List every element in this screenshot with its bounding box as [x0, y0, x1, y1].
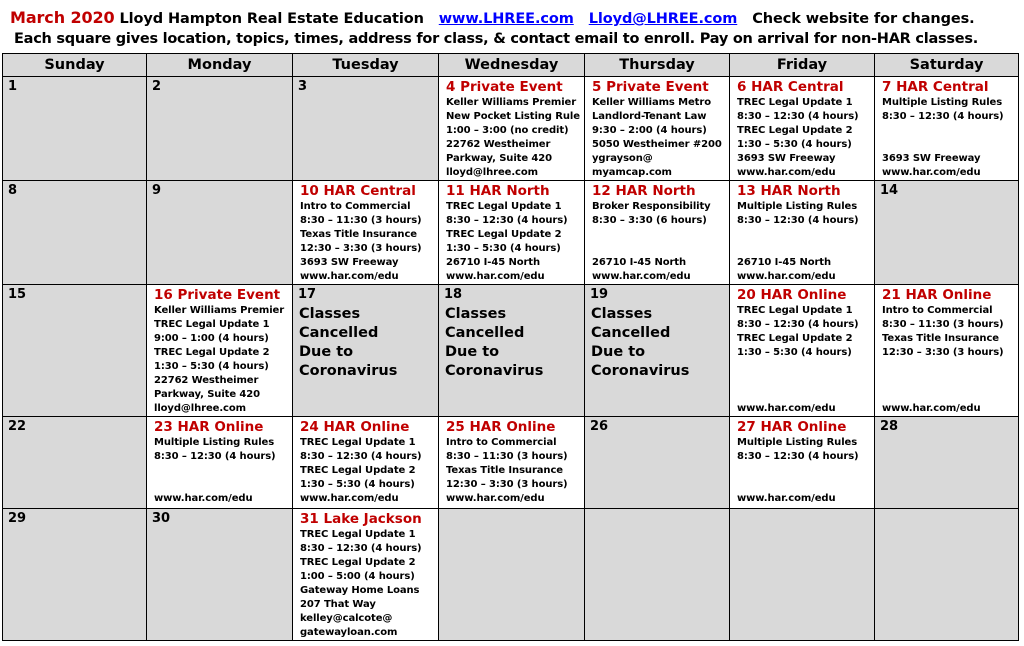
event-detail-line: TREC Legal Update 2	[737, 333, 853, 344]
event-detail-line	[882, 360, 1016, 374]
event-details	[585, 96, 729, 180]
event-detail-line: TREC Legal Update 1	[737, 97, 853, 108]
event-detail-line: 8:30 – 3:30 (6 hours)	[592, 215, 707, 226]
event-details	[293, 528, 438, 640]
event-detail-line: 8:30 – 12:30 (4 hours)	[446, 215, 568, 226]
event-detail-line: gatewayloan.com	[300, 627, 398, 638]
event-detail-line: Multiple Listing Rules	[882, 97, 1003, 108]
event-detail-line	[882, 124, 1016, 138]
cancellation-line: Coronavirus	[445, 363, 544, 379]
event-title: 5 Private Event	[592, 79, 709, 95]
day-cell	[875, 417, 1019, 509]
event-detail-line: Texas Title Insurance	[300, 229, 417, 240]
event-detail-line: Keller Williams Metro	[592, 97, 711, 108]
event-detail-line: Intro to Commercial	[300, 201, 411, 212]
event-details	[730, 96, 874, 180]
event-detail-line: Intro to Commercial	[446, 437, 557, 448]
event-title: 25 HAR Online	[446, 419, 556, 435]
event-detail-line: www.har.com/edu	[154, 493, 253, 504]
event-detail-line: www.har.com/edu	[882, 403, 981, 414]
event-detail-line: 12:30 – 3:30 (3 hours)	[882, 347, 1004, 358]
event-detail-line: TREC Legal Update 1	[300, 437, 416, 448]
event-title: 6 HAR Central	[737, 79, 844, 95]
event-detail-line: www.har.com/edu	[737, 167, 836, 178]
event-detail-line: www.har.com/edu	[300, 493, 399, 504]
event-detail-line: 207 That Way	[300, 599, 376, 610]
event-detail-line: Multiple Listing Rules	[154, 437, 275, 448]
day-cell	[3, 509, 147, 641]
event-detail-line: lloyd@lhree.com	[446, 167, 538, 178]
event-day-cell	[875, 77, 1019, 181]
event-details	[439, 96, 584, 180]
event-detail-line	[737, 360, 872, 374]
event-detail-line: www.har.com/edu	[446, 493, 545, 504]
event-day-cell	[439, 77, 585, 181]
week-row	[3, 77, 1019, 181]
empty-cell	[730, 509, 875, 641]
cancellation-notice	[293, 303, 438, 381]
event-detail-line: 22762 Westheimer	[446, 139, 551, 150]
empty-cell	[439, 509, 585, 641]
day-number: 3	[298, 79, 308, 94]
event-details	[147, 304, 292, 416]
event-detail-line: www.har.com/edu	[737, 403, 836, 414]
weekday-header: Wednesday	[439, 54, 585, 77]
day-cell	[3, 181, 147, 285]
event-detail-line: TREC Legal Update 1	[737, 305, 853, 316]
event-detail-line: 1:00 – 5:00 (4 hours)	[300, 571, 415, 582]
event-day-cell	[439, 181, 585, 285]
event-day-cell	[730, 417, 875, 509]
event-details	[875, 304, 1018, 416]
empty-cell	[585, 509, 730, 641]
weekday-header: Sunday	[3, 54, 147, 77]
event-detail-line: 9:00 – 1:00 (4 hours)	[154, 333, 269, 344]
event-details	[293, 200, 438, 284]
calendar-header	[0, 0, 1024, 52]
cancellation-line: Due to	[299, 344, 354, 360]
calendar-body	[3, 77, 1019, 641]
event-detail-line: 12:30 – 3:30 (3 hours)	[300, 243, 422, 254]
event-day-cell	[439, 417, 585, 509]
event-details	[439, 436, 584, 506]
event-detail-line: 12:30 – 3:30 (3 hours)	[446, 479, 568, 490]
cancellation-line: Classes	[445, 306, 507, 322]
day-cell	[147, 77, 293, 181]
empty-cell	[875, 509, 1019, 641]
day-cell	[875, 181, 1019, 285]
event-detail-line: www.har.com/edu	[592, 271, 691, 282]
week-row	[3, 509, 1019, 641]
event-detail-line	[154, 478, 290, 492]
day-number: 9	[152, 183, 162, 198]
event-detail-line	[737, 478, 872, 492]
event-day-cell	[293, 181, 439, 285]
event-detail-line: 8:30 – 12:30 (4 hours)	[300, 543, 422, 554]
event-detail-line: www.har.com/edu	[882, 167, 981, 178]
day-number: 1	[8, 79, 18, 94]
website-link[interactable]: www.LHREE.com	[438, 11, 574, 27]
event-detail-line: 8:30 – 12:30 (4 hours)	[300, 451, 422, 462]
event-detail-line: ygrayson@	[592, 153, 653, 164]
event-title: 23 HAR Online	[154, 419, 264, 435]
event-details	[730, 304, 874, 416]
event-detail-line: 1:30 – 5:30 (4 hours)	[737, 139, 852, 150]
day-cell	[585, 285, 730, 417]
day-cell	[3, 417, 147, 509]
week-row	[3, 417, 1019, 509]
weekday-header: Friday	[730, 54, 875, 77]
day-cell	[3, 285, 147, 417]
day-number: 14	[880, 183, 899, 198]
event-detail-line	[592, 242, 727, 256]
event-detail-line: www.har.com/edu	[737, 493, 836, 504]
day-cell	[3, 77, 147, 181]
weekday-header: Tuesday	[293, 54, 439, 77]
header-line-1	[10, 8, 975, 27]
event-title: 24 HAR Online	[300, 419, 410, 435]
event-details	[875, 96, 1018, 180]
event-detail-line	[737, 388, 872, 402]
day-cell	[585, 417, 730, 509]
event-detail-line: TREC Legal Update 2	[154, 347, 270, 358]
week-row	[3, 285, 1019, 417]
event-day-cell	[585, 77, 730, 181]
event-detail-line: TREC Legal Update 1	[446, 201, 562, 212]
event-details	[293, 436, 438, 506]
event-detail-line: www.har.com/edu	[446, 271, 545, 282]
event-detail-line: 8:30 – 11:30 (3 hours)	[300, 215, 422, 226]
cancellation-line: Cancelled	[591, 325, 671, 341]
event-title: 7 HAR Central	[882, 79, 989, 95]
event-detail-line	[737, 242, 872, 256]
day-number: 26	[590, 419, 609, 434]
event-details	[585, 200, 729, 284]
event-detail-line: TREC Legal Update 2	[300, 557, 416, 568]
header-subline: Each square gives location, topics, times, address for class, & contact email to enroll. Pay on arrival for non-HAR classes.	[14, 31, 978, 47]
calendar-grid	[2, 53, 1019, 641]
cancellation-line: Coronavirus	[591, 363, 690, 379]
header-note: Check website for changes.	[752, 11, 975, 27]
event-detail-line: myamcap.com	[592, 167, 672, 178]
event-title: 16 Private Event	[154, 287, 281, 303]
event-title: 20 HAR Online	[737, 287, 847, 303]
event-detail-line: www.har.com/edu	[300, 271, 399, 282]
event-detail-line: Landlord-Tenant Law	[592, 111, 707, 122]
event-day-cell	[875, 285, 1019, 417]
day-number: 2	[152, 79, 162, 94]
event-detail-line: Texas Title Insurance	[446, 465, 563, 476]
event-detail-line: Gateway Home Loans	[300, 585, 420, 596]
event-detail-line: TREC Legal Update 2	[737, 125, 853, 136]
event-detail-line: 8:30 – 12:30 (4 hours)	[737, 111, 859, 122]
day-cell	[147, 181, 293, 285]
event-detail-line: 8:30 – 12:30 (4 hours)	[737, 451, 859, 462]
event-detail-line: 3693 SW Freeway	[300, 257, 399, 268]
event-detail-line: 1:30 – 5:30 (4 hours)	[300, 479, 415, 490]
event-detail-line: Broker Responsibility	[592, 201, 711, 212]
event-day-cell	[585, 181, 730, 285]
weekday-header: Thursday	[585, 54, 730, 77]
event-detail-line	[882, 138, 1016, 152]
event-detail-line: TREC Legal Update 1	[300, 529, 416, 540]
event-details	[730, 200, 874, 284]
day-cell	[439, 285, 585, 417]
cancellation-line: Coronavirus	[299, 363, 398, 379]
event-detail-line: lloyd@lhree.com	[154, 403, 246, 414]
event-title: 11 HAR North	[446, 183, 550, 199]
day-cell	[293, 285, 439, 417]
day-number: 8	[8, 183, 18, 198]
event-title: 12 HAR North	[592, 183, 696, 199]
day-number: 15	[8, 287, 27, 302]
cancellation-line: Classes	[591, 306, 653, 322]
event-detail-line: Multiple Listing Rules	[737, 437, 858, 448]
event-detail-line	[882, 374, 1016, 388]
event-detail-line	[154, 464, 290, 478]
event-details	[730, 436, 874, 506]
day-number: 17	[298, 287, 317, 302]
org-name: Lloyd Hampton Real Estate Education	[119, 11, 424, 27]
event-detail-line: 8:30 – 12:30 (4 hours)	[154, 451, 276, 462]
event-detail-line: TREC Legal Update 1	[154, 319, 270, 330]
week-row	[3, 181, 1019, 285]
event-detail-line: 8:30 – 11:30 (3 hours)	[882, 319, 1004, 330]
event-detail-line: 8:30 – 11:30 (3 hours)	[446, 451, 568, 462]
event-detail-line: Parkway, Suite 420	[154, 389, 260, 400]
event-day-cell	[730, 181, 875, 285]
event-title: 13 HAR North	[737, 183, 841, 199]
event-detail-line	[737, 464, 872, 478]
event-detail-line	[882, 388, 1016, 402]
weekday-header-row	[3, 54, 1019, 77]
event-detail-line	[737, 228, 872, 242]
event-title: 21 HAR Online	[882, 287, 992, 303]
event-detail-line: 8:30 – 12:30 (4 hours)	[882, 111, 1004, 122]
email-link[interactable]: Lloyd@LHREE.com	[588, 11, 738, 27]
event-detail-line: TREC Legal Update 2	[446, 229, 562, 240]
event-detail-line: 1:00 – 3:00 (no credit)	[446, 125, 569, 136]
event-day-cell	[147, 285, 293, 417]
event-detail-line: kelley@calcote@	[300, 613, 393, 624]
event-day-cell	[293, 417, 439, 509]
event-title: 31 Lake Jackson	[300, 511, 422, 527]
day-number: 28	[880, 419, 899, 434]
cancellation-line: Due to	[445, 344, 500, 360]
event-detail-line: New Pocket Listing Rule	[446, 111, 580, 122]
cancellation-line: Due to	[591, 344, 646, 360]
event-detail-line: 1:30 – 5:30 (4 hours)	[446, 243, 561, 254]
day-number: 19	[590, 287, 609, 302]
event-detail-line: 1:30 – 5:30 (4 hours)	[154, 361, 269, 372]
day-cell	[147, 509, 293, 641]
cancellation-line: Classes	[299, 306, 361, 322]
event-title: 27 HAR Online	[737, 419, 847, 435]
day-number: 18	[444, 287, 463, 302]
cancellation-notice	[585, 303, 729, 381]
event-detail-line: 26710 I-45 North	[446, 257, 541, 268]
event-detail-line: TREC Legal Update 2	[300, 465, 416, 476]
event-detail-line: 8:30 – 12:30 (4 hours)	[737, 215, 859, 226]
cancellation-line: Cancelled	[445, 325, 525, 341]
event-detail-line: Keller Williams Premier	[446, 97, 577, 108]
event-detail-line: Keller Williams Premier	[154, 305, 285, 316]
event-details	[147, 436, 292, 506]
event-detail-line: Parkway, Suite 420	[446, 153, 552, 164]
day-number: 29	[8, 511, 27, 526]
event-detail-line: 26710 I-45 North	[737, 257, 832, 268]
day-cell	[293, 77, 439, 181]
event-detail-line	[592, 228, 727, 242]
day-number: 22	[8, 419, 27, 434]
event-day-cell	[147, 417, 293, 509]
cancellation-notice	[439, 303, 584, 381]
event-detail-line: 9:30 – 2:00 (4 hours)	[592, 125, 707, 136]
event-detail-line: Texas Title Insurance	[882, 333, 999, 344]
weekday-header: Saturday	[875, 54, 1019, 77]
event-details	[439, 200, 584, 284]
event-detail-line: 1:30 – 5:30 (4 hours)	[737, 347, 852, 358]
day-number: 30	[152, 511, 171, 526]
event-detail-line: Multiple Listing Rules	[737, 201, 858, 212]
event-title: 4 Private Event	[446, 79, 563, 95]
event-detail-line: 8:30 – 12:30 (4 hours)	[737, 319, 859, 330]
cancellation-line: Cancelled	[299, 325, 379, 341]
event-detail-line: 3693 SW Freeway	[737, 153, 836, 164]
event-detail-line: 22762 Westheimer	[154, 375, 259, 386]
event-detail-line	[737, 374, 872, 388]
event-detail-line: 3693 SW Freeway	[882, 153, 981, 164]
event-detail-line: Intro to Commercial	[882, 305, 993, 316]
event-detail-line: 5050 Westheimer #200	[592, 139, 722, 150]
event-day-cell	[293, 509, 439, 641]
event-detail-line: 26710 I-45 North	[592, 257, 687, 268]
weekday-header: Monday	[147, 54, 293, 77]
event-day-cell	[730, 285, 875, 417]
event-detail-line: www.har.com/edu	[737, 271, 836, 282]
event-day-cell	[730, 77, 875, 181]
month-title: March 2020	[10, 8, 115, 27]
event-title: 10 HAR Central	[300, 183, 416, 199]
